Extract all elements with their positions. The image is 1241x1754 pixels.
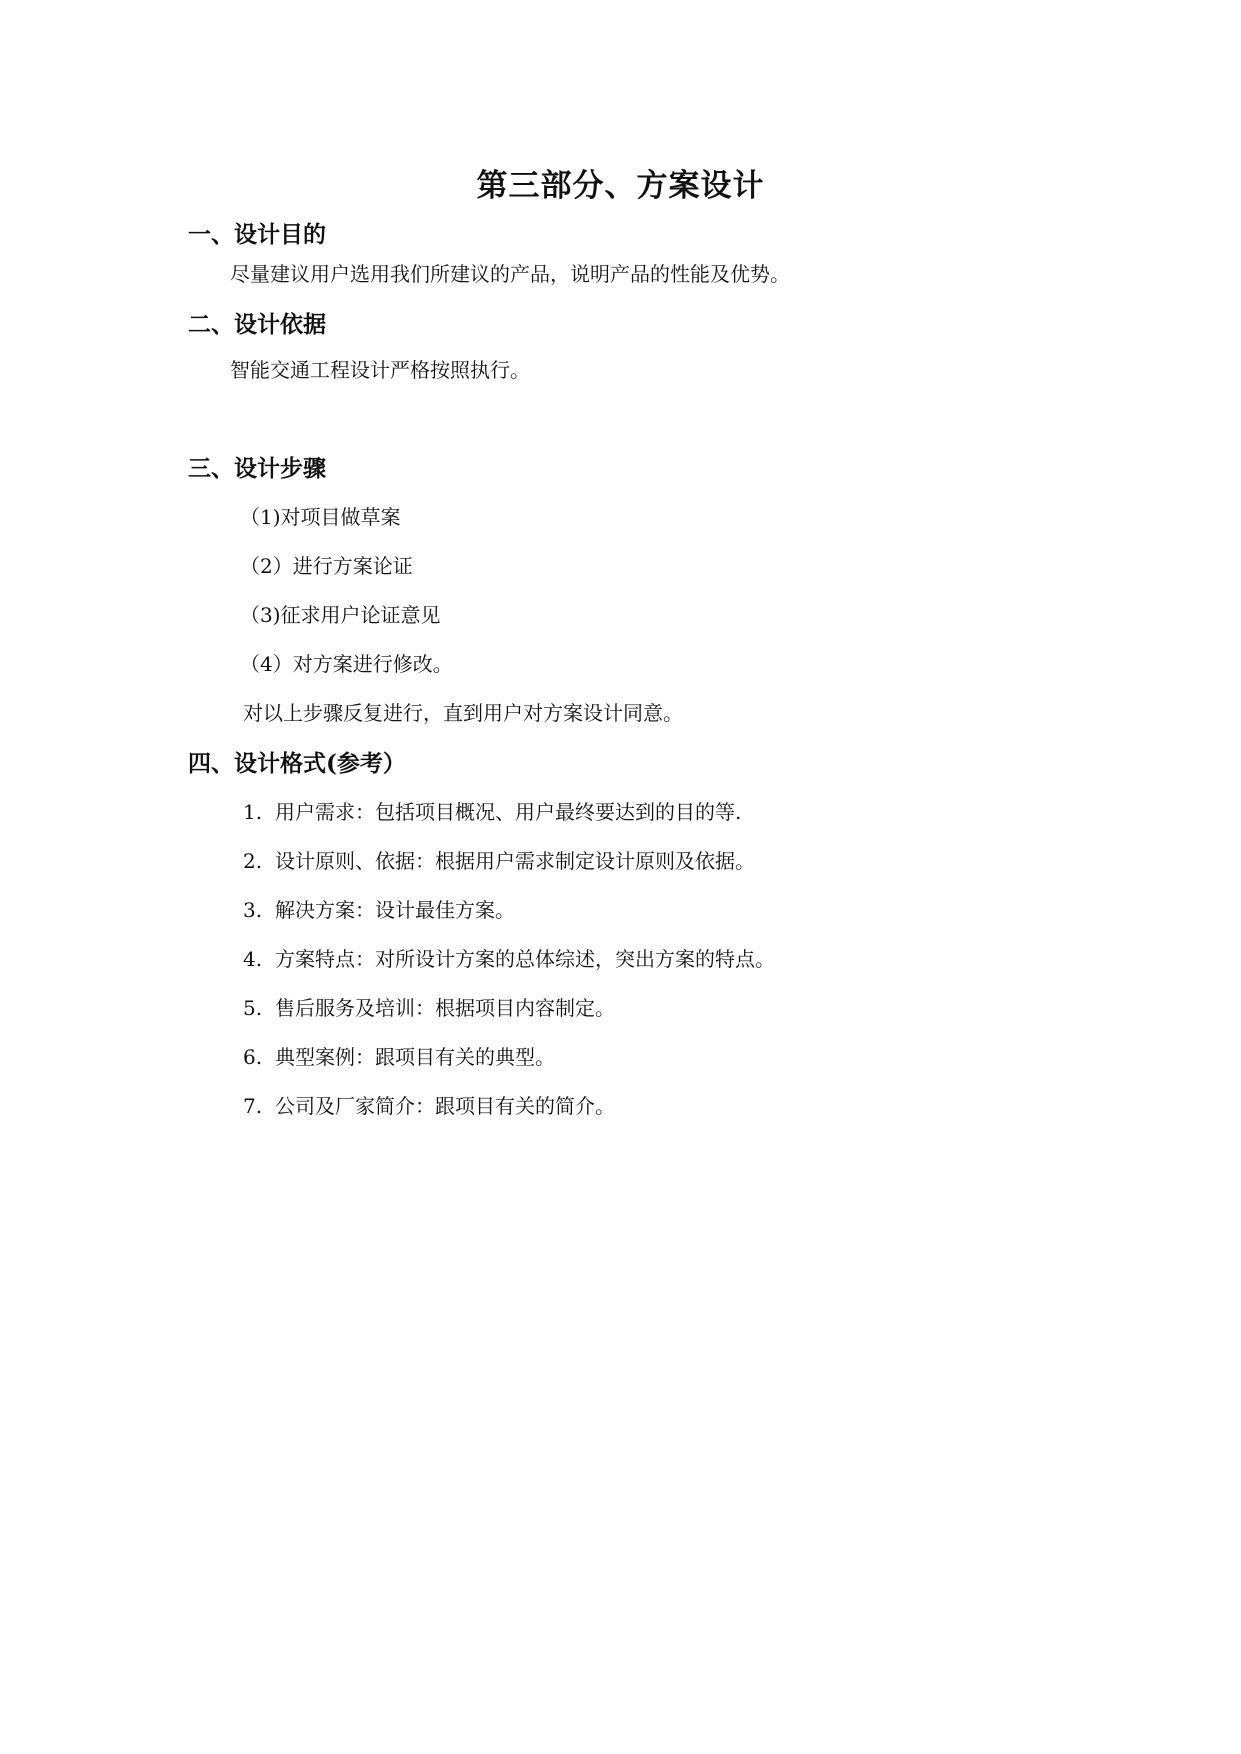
list-item-text: 设计原则、依据：根据用户需求制定设计原则及依据。 — [275, 849, 755, 873]
section-text-purpose: 尽量建议用户选用我们所建议的产品，说明产品的性能及优势。 — [230, 262, 790, 286]
list-item-number: 6. — [243, 1045, 263, 1069]
list-item-number: 7. — [243, 1094, 263, 1118]
step-item: （4）对方案进行修改。 — [240, 652, 453, 676]
list-item — [243, 1090, 615, 1119]
list-item-text: 用户需求：包括项目概况、用户最终要达到的目的等. — [275, 800, 742, 824]
list-item-number: 3. — [243, 898, 263, 922]
step-item: （1)对项目做草案 — [240, 505, 401, 529]
section-heading-basis: 二、设计依据 — [188, 311, 326, 338]
list-item-text: 方案特点：对所设计方案的总体综述，突出方案的特点。 — [275, 947, 775, 971]
list-item — [243, 1041, 555, 1070]
list-item-text: 解决方案：设计最佳方案。 — [275, 898, 515, 922]
step-item: （3)征求用户论证意见 — [240, 603, 441, 627]
list-item — [243, 894, 515, 923]
list-item — [243, 796, 741, 825]
list-item — [243, 845, 755, 874]
steps-note: 对以上步骤反复进行，直到用户对方案设计同意。 — [243, 701, 683, 725]
page-title: 第三部分、方案设计 — [476, 168, 765, 204]
list-item — [243, 943, 775, 972]
list-item-text: 售后服务及培训：根据项目内容制定。 — [275, 996, 615, 1020]
section-heading-steps: 三、设计步骤 — [188, 455, 326, 482]
section-heading-purpose: 一、设计目的 — [188, 221, 326, 248]
list-item-number: 4. — [243, 947, 263, 971]
list-item-number: 1. — [243, 800, 263, 824]
section-text-basis: 智能交通工程设计严格按照执行。 — [230, 358, 530, 382]
list-item-text: 典型案例：跟项目有关的典型。 — [275, 1045, 555, 1069]
list-item-number: 5. — [243, 996, 263, 1020]
section-heading-format: 四、设计格式(参考） — [188, 750, 406, 777]
list-item-number: 2. — [243, 849, 263, 873]
step-item: （2）进行方案论证 — [240, 554, 413, 578]
list-item-text: 公司及厂家简介：跟项目有关的简介。 — [275, 1094, 615, 1118]
list-item — [243, 992, 615, 1021]
